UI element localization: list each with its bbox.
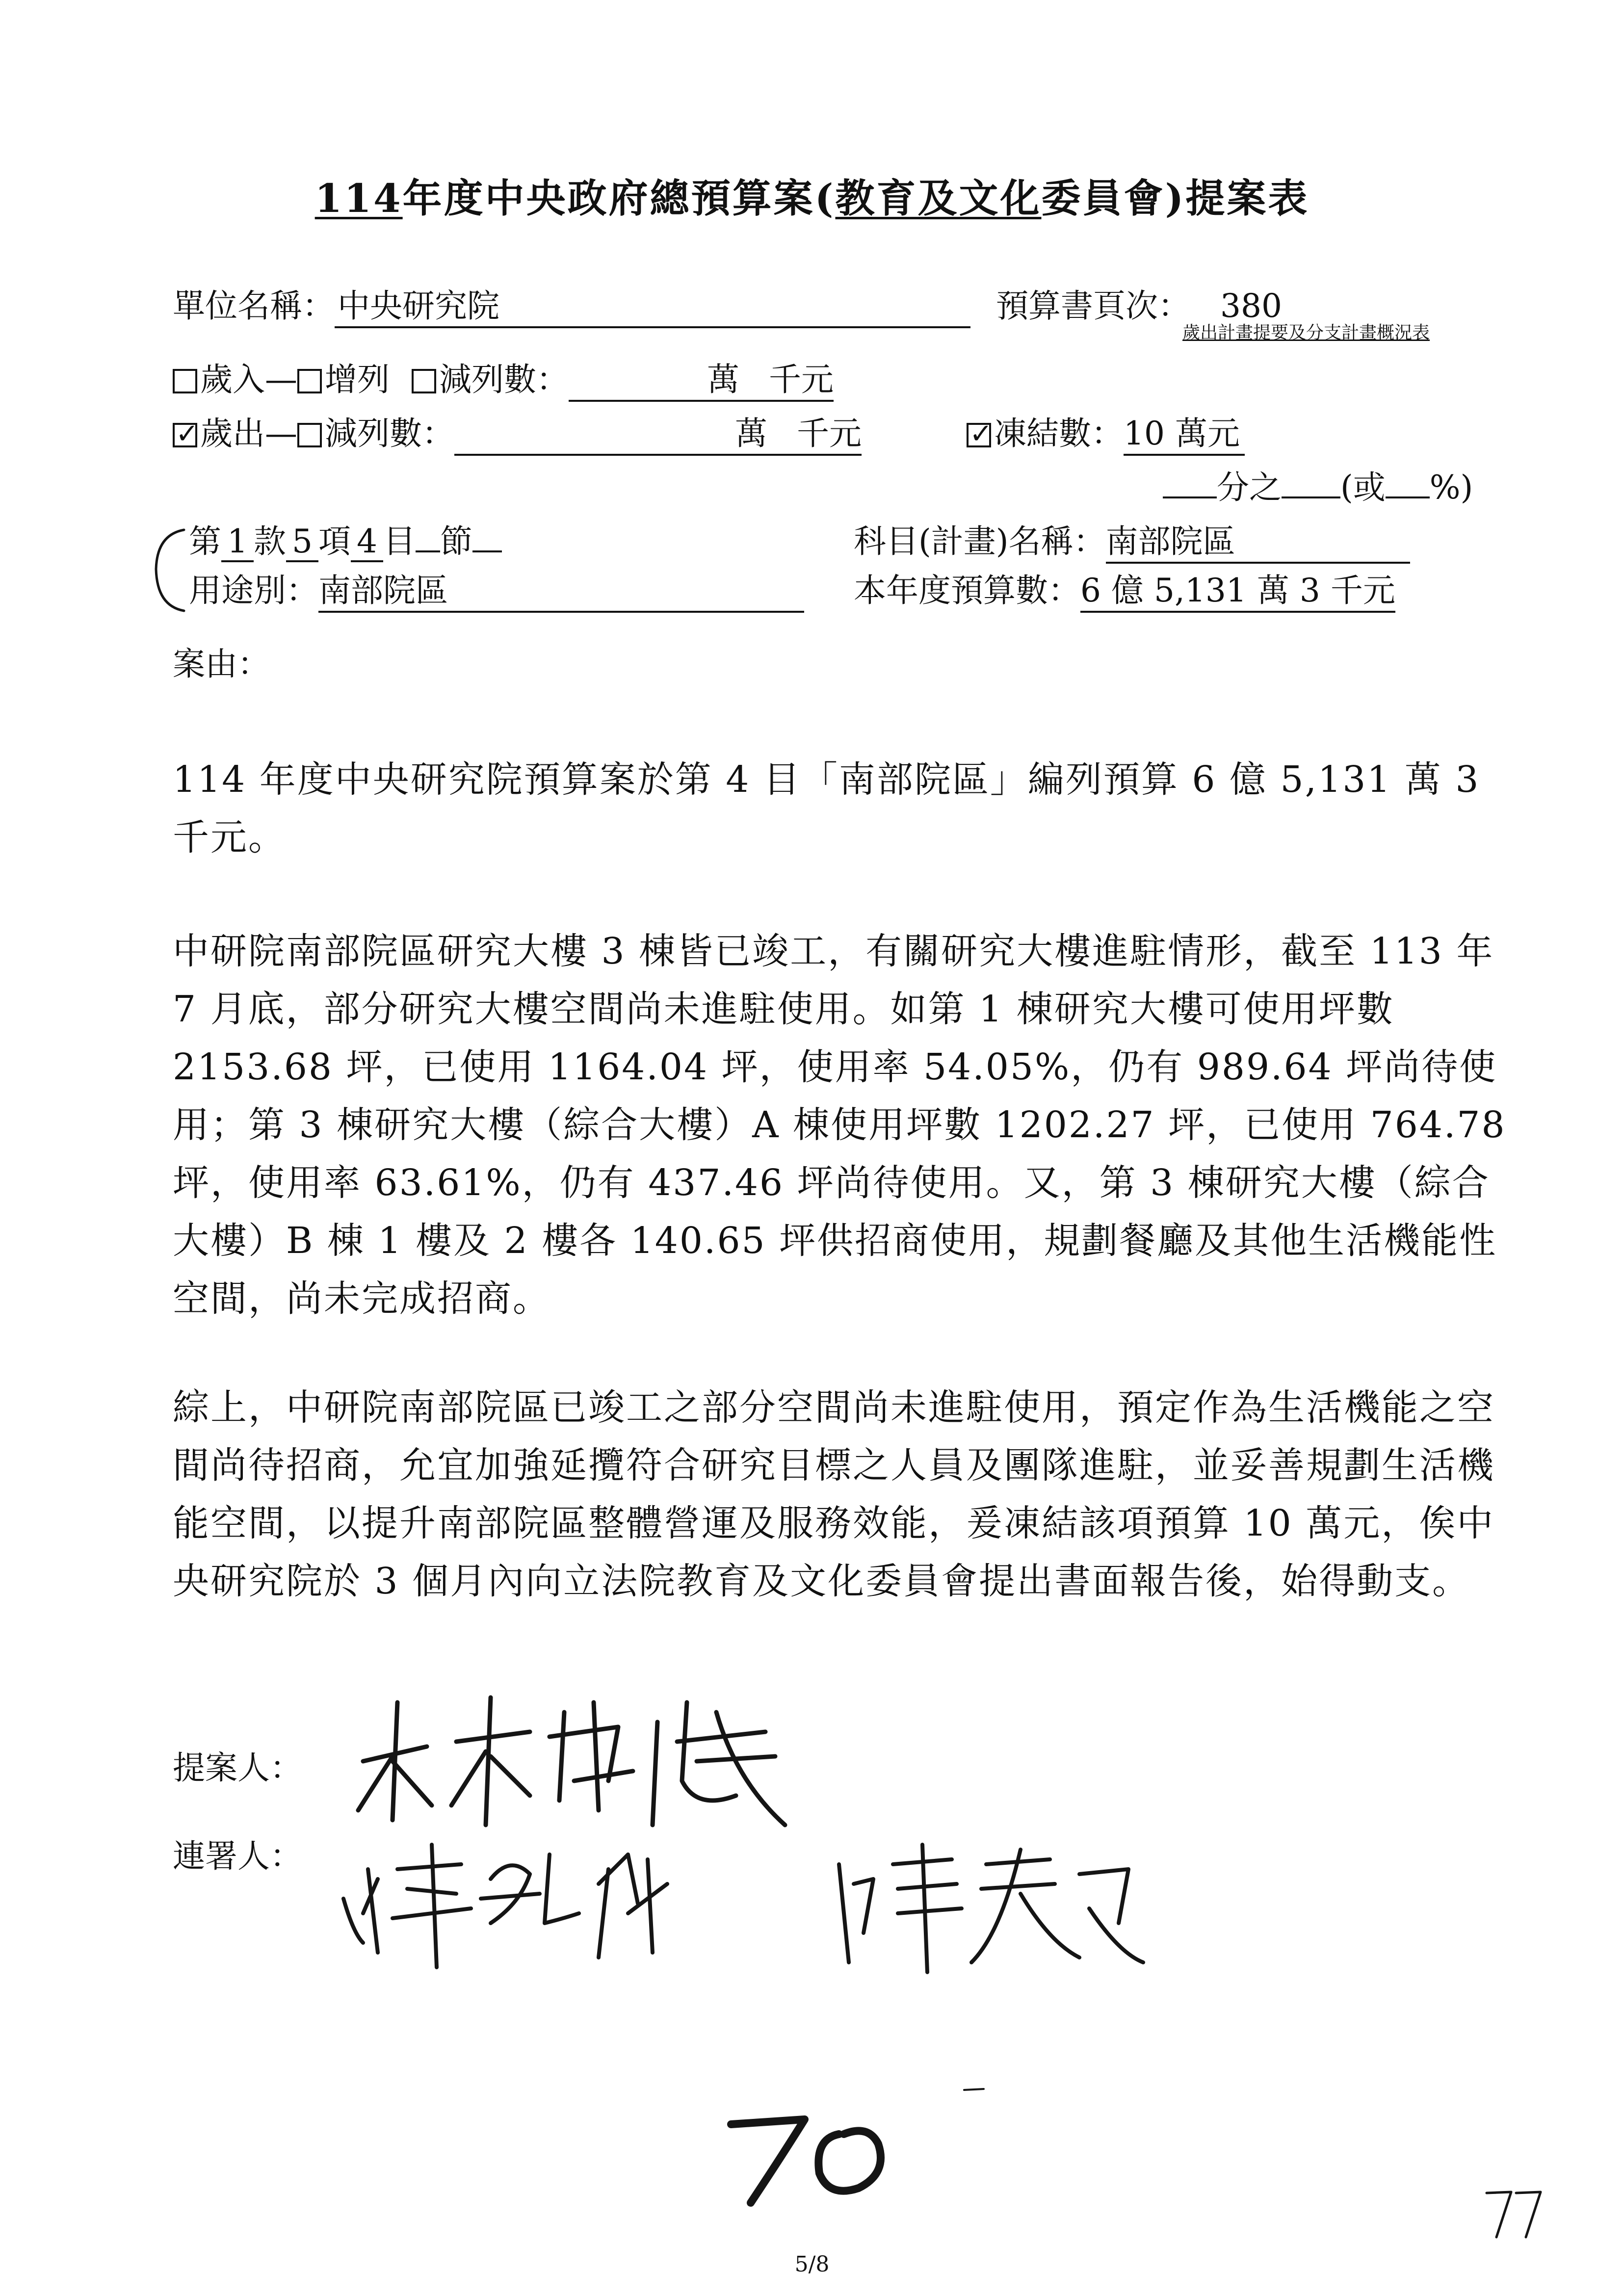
revenue-amount-line bbox=[569, 353, 834, 402]
section-mu: 4 bbox=[351, 522, 383, 562]
paragraph-1: 114 年度中央研究院預算案於第 4 目「南部院區」編列預算 6 億 5,131 萬 3 千元。 bbox=[173, 758, 1480, 859]
title-year: 114 bbox=[314, 175, 403, 221]
cosigner-label: 連署人： bbox=[173, 1837, 302, 1875]
section-di: 第 bbox=[189, 522, 221, 560]
section-row: 第 1 款 5 項 4 目 節 bbox=[189, 515, 502, 562]
section-kuan: 1 bbox=[221, 522, 254, 562]
usage-row bbox=[189, 564, 804, 613]
title-committee: 教育及文化 bbox=[835, 175, 1042, 221]
expense-reduce-label: 減列數： bbox=[325, 415, 454, 452]
paragraph-3: 綜上，中研院南部院區已竣工之部分空間尚未進駐使用，預定作為生活機能之空間尚待招商，允宜加強延攬符合研究目標之人員及團隊進駐，並妥善規劃生活機能空間，以提升南部院區整體營運及服務效能，爰凍結該項預算 10 萬元，俟中央研究院於 3 個月內向立法院教育及文化委員會提出書面報告後，始得動支。 bbox=[173, 1386, 1495, 1602]
revenue-wan: 萬 bbox=[707, 361, 739, 398]
revenue-add-checkbox bbox=[297, 369, 322, 393]
corner-mark bbox=[1482, 2183, 1545, 2247]
budget-row bbox=[854, 564, 1395, 613]
revenue-label: 歲入— bbox=[200, 361, 297, 398]
title-part1: 年度中央政府總預算案( bbox=[402, 175, 836, 221]
expense-qian: 千元 bbox=[797, 415, 862, 452]
reason-label: 案由： bbox=[173, 645, 270, 683]
title-part2: 委員會)提案表 bbox=[1041, 175, 1310, 221]
freeze-checkbox bbox=[967, 423, 991, 447]
revenue-checkbox bbox=[173, 369, 197, 393]
form-title bbox=[0, 167, 1624, 223]
expense-wan: 萬 bbox=[735, 415, 767, 452]
freeze-label: 凍結數： bbox=[994, 415, 1124, 452]
ratio-huo: (或 bbox=[1340, 469, 1386, 506]
subject-label: 科目(計畫)名稱： bbox=[854, 522, 1106, 560]
usage-value: 南部院區 bbox=[318, 564, 804, 613]
freeze-row bbox=[967, 407, 1245, 456]
budget-label: 本年度預算數： bbox=[854, 572, 1080, 609]
dash-mark bbox=[962, 2085, 991, 2095]
ratio-row bbox=[1163, 461, 1473, 508]
page-number: 5/8 bbox=[794, 2252, 830, 2277]
page-ref-label: 預算書頁次： bbox=[996, 287, 1190, 325]
page-ref-sub: 歲出計畫提要及分支計畫概況表 bbox=[1182, 323, 1430, 343]
proposer-label: 提案人： bbox=[173, 1749, 302, 1787]
subject-row bbox=[854, 515, 1410, 564]
subject-value: 南部院區 bbox=[1106, 515, 1410, 564]
revenue-qian: 千元 bbox=[768, 361, 834, 398]
expense-row bbox=[173, 407, 862, 456]
cosigner-signature-2 bbox=[824, 1835, 1148, 1982]
budget-value: 6 億 5,131 萬 3 千元 bbox=[1080, 564, 1395, 613]
proposer-signature bbox=[343, 1683, 824, 1840]
unit-row bbox=[173, 280, 970, 328]
revenue-row bbox=[173, 353, 834, 402]
cosigner-signature-1 bbox=[334, 1825, 687, 1972]
expense-amount-line bbox=[454, 407, 862, 456]
bracket-mark bbox=[147, 520, 186, 618]
usage-label: 用途別： bbox=[189, 572, 318, 609]
expense-checkbox bbox=[173, 423, 197, 447]
revenue-add-label: 增列 bbox=[325, 361, 390, 398]
revenue-reduce-label: 減列數： bbox=[439, 361, 569, 398]
revenue-reduce-checkbox bbox=[412, 369, 436, 393]
paragraph-2: 中研院南部院區研究大樓 3 棟皆已竣工，有關研究大樓進駐情形，截至 113 年 7 月底，部分研究大樓空間尚未進駐使用。如第 1 棟研究大樓可使用坪數 2153.68 坪，已使用 1164.04 坪，使用率 54.05%，仍有 989.64 坪尚待使用；第 3 棟研究大樓（綜合大樓）A 棟使用坪數 1202.27 坪，已使用 764.78 坪，使用率 63.61%，仍有 437.46 坪尚待使用。又，第 3 棟研究大樓（綜合大樓）B 棟 1 樓及 2 樓各 140.65 坪供招商使用，規劃餐廳及其他生活機能性空間，尚未完成招商。 bbox=[173, 930, 1506, 1320]
unit-label: 單位名稱： bbox=[173, 287, 335, 325]
section-xiang: 5 bbox=[286, 522, 318, 562]
expense-label: 歲出— bbox=[200, 415, 297, 452]
unit-value: 中央研究院 bbox=[335, 280, 970, 328]
ratio-fen: 分之 bbox=[1217, 469, 1282, 506]
ratio-pct: %) bbox=[1429, 469, 1473, 506]
page-ref-value: 380 bbox=[1220, 287, 1282, 325]
handwritten-number bbox=[721, 2105, 908, 2213]
freeze-value: 10 萬元 bbox=[1124, 407, 1245, 456]
expense-reduce-checkbox bbox=[297, 423, 322, 447]
